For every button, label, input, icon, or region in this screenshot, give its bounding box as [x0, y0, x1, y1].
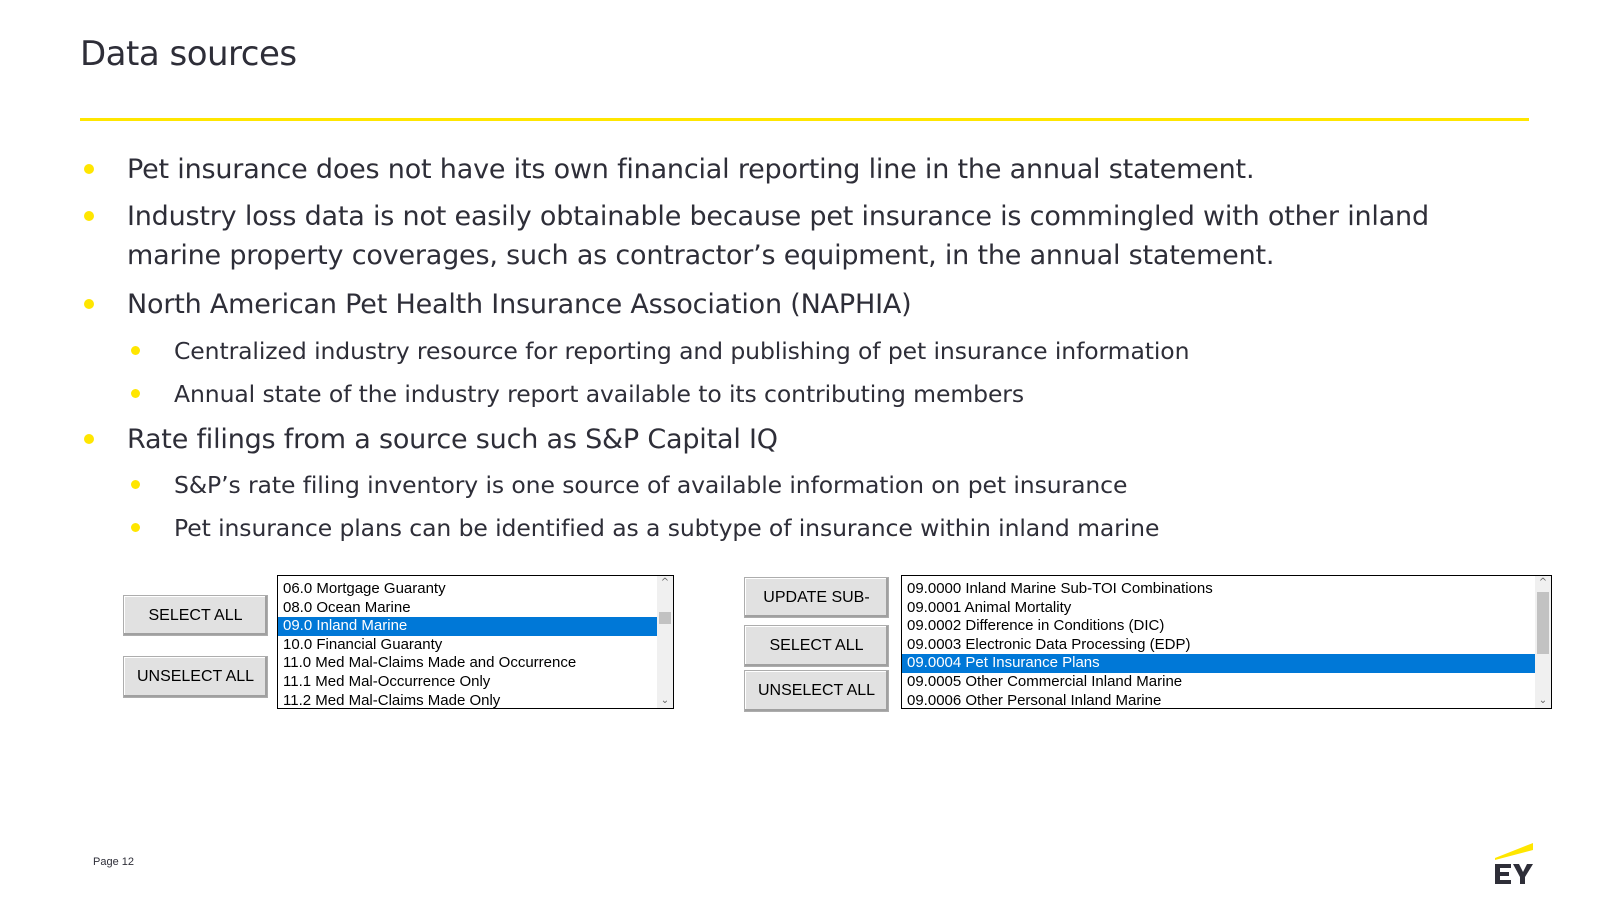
bullet-dot — [84, 434, 94, 444]
bullet-text: North American Pet Health Insurance Association (NAPHIA) — [127, 289, 912, 320]
list-item[interactable]: 11.2 Med Mal-Claims Made Only — [283, 691, 501, 709]
list-item[interactable]: 09.0000 Inland Marine Sub-TOI Combinations — [907, 580, 1213, 597]
list-item[interactable]: 09.0004 Pet Insurance Plans — [902, 654, 1551, 673]
scrollbar-thumb[interactable] — [659, 612, 671, 624]
chevron-up-icon[interactable]: ^ — [1538, 577, 1548, 588]
sub-bullet-dot — [131, 346, 140, 355]
title-divider — [80, 118, 1529, 121]
unselect-all-button[interactable]: UNSELECT ALL — [744, 670, 889, 712]
list-item[interactable]: 09.0001 Animal Mortality — [907, 598, 1072, 616]
list-item[interactable]: 09.0002 Difference in Conditions (DIC) — [907, 617, 1165, 635]
list-item[interactable]: 06.0 Mortgage Guaranty — [283, 580, 446, 597]
list-item[interactable]: 08.0 Ocean Marine — [283, 598, 411, 616]
listbox-scrollbar[interactable] — [657, 576, 673, 708]
list-item[interactable]: 11.0 Med Mal-Claims Made and Occurrence — [283, 654, 577, 672]
ey-logo — [1490, 838, 1538, 886]
bullet-dot — [84, 299, 94, 309]
bullet-text: Rate filings from a source such as S&P Capital IQ — [127, 424, 778, 455]
unselect-all-button[interactable]: UNSELECT ALL — [123, 656, 268, 698]
scrollbar-thumb[interactable] — [1537, 592, 1549, 654]
bullet-dot — [84, 164, 94, 174]
update-sub-button[interactable]: UPDATE SUB- — [744, 577, 889, 618]
sub-bullet-text: Pet insurance plans can be identified as a subtype of insurance within inland marine — [174, 514, 1160, 542]
page-number: Page 12 — [93, 856, 134, 868]
sub-bullet-dot — [131, 389, 140, 398]
list-item[interactable]: 09.0006 Other Personal Inland Marine — [907, 691, 1162, 709]
bullet-text: Industry loss data is not easily obtainable because pet insurance is commingled with other inland — [127, 201, 1429, 232]
bullet-text: Pet insurance does not have its own financial reporting line in the annual statement. — [127, 154, 1255, 185]
sub-bullet-text: Annual state of the industry report available to its contributing members — [174, 380, 1025, 408]
list-item[interactable]: 10.0 Financial Guaranty — [283, 635, 443, 653]
list-item[interactable]: 11.1 Med Mal-Occurrence Only — [283, 672, 491, 690]
select-all-button[interactable]: SELECT ALL — [744, 625, 889, 667]
list-item[interactable]: 09.0003 Electronic Data Processing (EDP) — [907, 635, 1191, 653]
sub-bullet-text: S&P’s rate filing inventory is one source of available information on pet insurance — [174, 471, 1128, 499]
sub-bullet-text: Centralized industry resource for reporting and publishing of pet insurance information — [174, 337, 1190, 365]
chevron-down-icon[interactable]: ⌄ — [660, 695, 670, 706]
bullet-dot — [84, 211, 94, 221]
chevron-down-icon[interactable]: ⌄ — [1538, 695, 1548, 706]
select-all-button[interactable]: SELECT ALL — [123, 595, 268, 636]
listbox-scrollbar[interactable] — [1535, 576, 1551, 708]
list-item[interactable]: 09.0005 Other Commercial Inland Marine — [907, 672, 1183, 690]
line-of-business-listbox[interactable] — [277, 575, 674, 709]
list-item[interactable]: 09.0 Inland Marine — [278, 617, 673, 636]
sub-bullet-dot — [131, 480, 140, 489]
bullet-text-continued: marine property coverages, such as contractor’s equipment, in the annual statement. — [127, 240, 1275, 271]
sub-bullet-dot — [131, 523, 140, 532]
slide-title: Data sources — [80, 34, 297, 74]
sub-toi-listbox[interactable] — [901, 575, 1552, 709]
chevron-up-icon[interactable]: ^ — [660, 577, 670, 588]
